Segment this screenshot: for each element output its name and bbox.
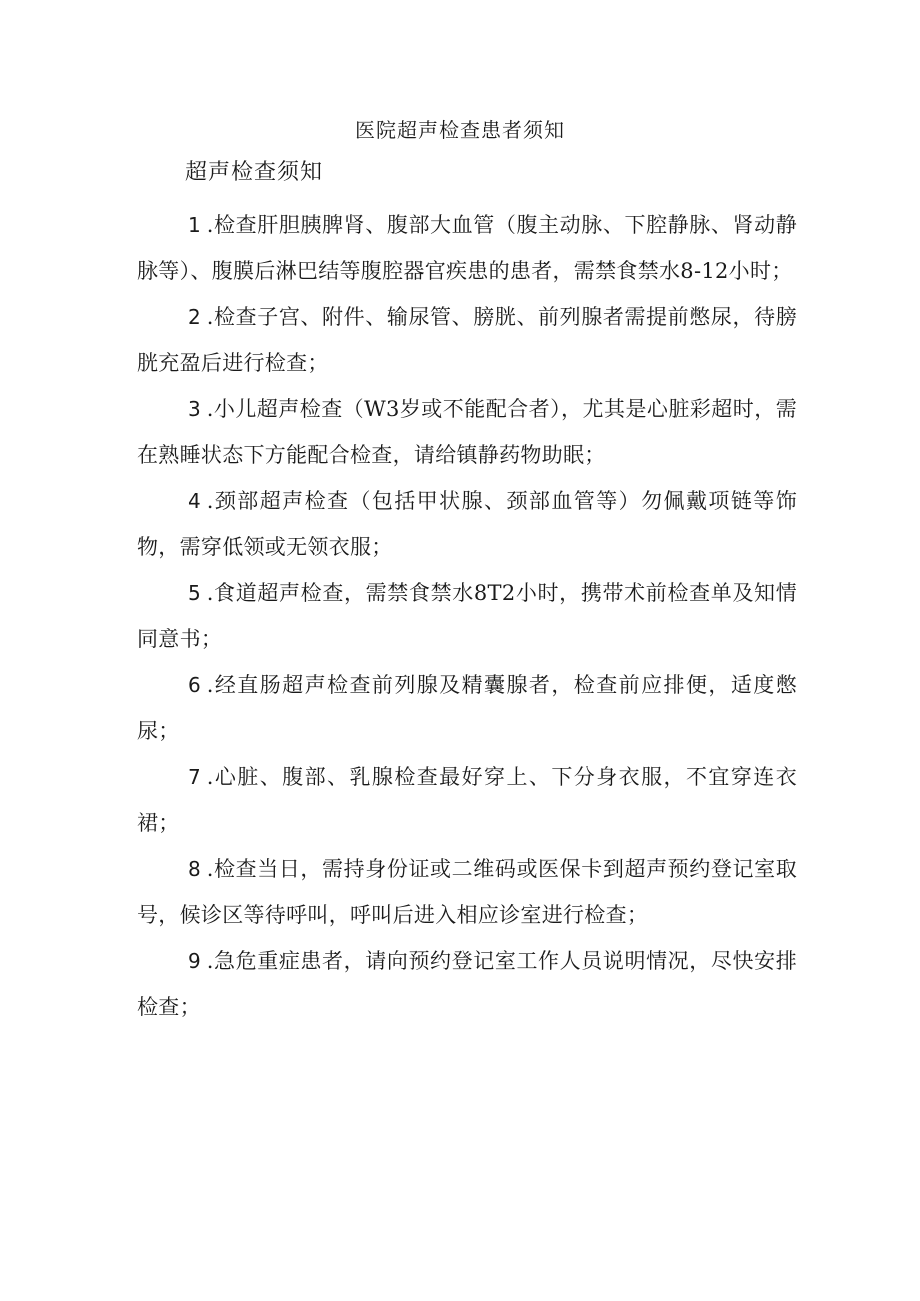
- notice-item-4: [137, 478, 797, 570]
- item-number: 5: [188, 581, 201, 605]
- notice-item-5: [137, 570, 797, 662]
- item-text: .颈部超声检查（包括甲状腺、颈部血管等）勿佩戴项链等饰物，需穿低领或无领衣服；: [137, 489, 797, 559]
- item-number: 7: [188, 765, 201, 789]
- notice-item-9: [137, 938, 797, 1030]
- item-text: .经直肠超声检查前列腺及精囊腺者，检查前应排便，适度憋尿；: [137, 673, 797, 743]
- item-number: 6: [188, 673, 201, 697]
- document-title: 医院超声检查患者须知: [355, 118, 565, 142]
- notice-item-3: [137, 386, 797, 478]
- item-number: 3: [188, 397, 201, 421]
- item-number: 4: [188, 489, 201, 513]
- item-number: 8: [188, 857, 201, 881]
- section-heading: 超声检查须知: [185, 160, 324, 185]
- item-text: .食道超声检查，需禁食禁水8T2小时，携带术前检查单及知情同意书；: [137, 581, 797, 651]
- notice-list: [137, 202, 797, 1030]
- item-text: .检查当日，需持身份证或二维码或医保卡到超声预约登记室取号，候诊区等待呼叫，呼叫后进入相应诊室进行检查；: [137, 857, 797, 927]
- item-text: .心脏、腹部、乳腺检查最好穿上、下分身衣服，不宜穿连衣裙；: [137, 765, 797, 835]
- notice-item-2: [137, 294, 797, 386]
- notice-item-6: [137, 662, 797, 754]
- item-text: .检查子宫、附件、输尿管、膀胱、前列腺者需提前憋尿，待膀胱充盈后进行检查；: [137, 305, 797, 375]
- item-text: .小儿超声检查（W3岁或不能配合者），尤其是心脏彩超时，需在熟睡状态下方能配合检查，请给镇静药物助眠；: [137, 397, 797, 467]
- notice-item-8: [137, 846, 797, 938]
- item-text: .急危重症患者，请向预约登记室工作人员说明情况，尽快安排检查；: [137, 949, 797, 1019]
- item-number: 2: [188, 305, 201, 329]
- item-text: .检查肝胆胰脾肾、腹部大血管（腹主动脉、下腔静脉、肾动静脉等）、腹膜后淋巴结等腹腔器官疾患的患者，需禁食禁水8-12小时；: [137, 213, 797, 283]
- item-number: 9: [188, 949, 201, 973]
- item-number: 1: [188, 213, 201, 237]
- notice-item-7: [137, 754, 797, 846]
- notice-item-1: [137, 202, 797, 294]
